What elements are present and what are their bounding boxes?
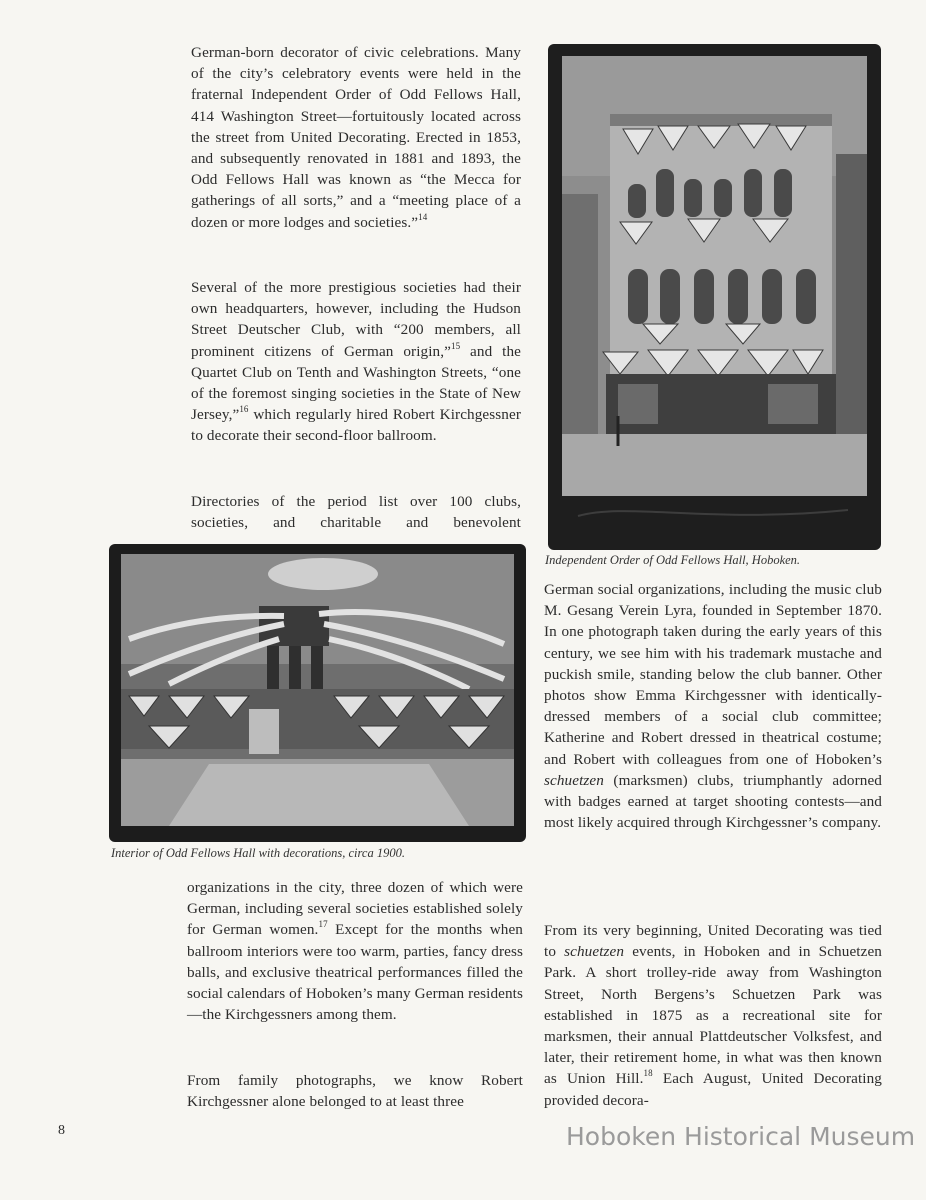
photo-odd-fellows-hall-interior [109, 544, 526, 842]
paragraph-schuetzen-park [544, 920, 882, 1111]
footnote-ref-15: 15 [450, 340, 461, 351]
page-number: 8 [58, 1123, 65, 1138]
paragraph-family-photographs: From family photographs, we know Robert Kirchgessner alone belonged to at least three [187, 1072, 523, 1111]
paragraph-odd-fellows-hall [191, 42, 521, 233]
watermark-museum: Hoboken Historical Museum [566, 1122, 916, 1151]
footnote-ref-14: 14 [418, 211, 428, 222]
paragraph-prestigious-societies [191, 277, 521, 447]
para-text: events, in Hoboken and in Schuetzen Park. A short trolley-ride away from Washington Street, North Bergens’s Schuetzen Park was established in 1875 as a recreational site for marksmen, their annual Plattdeutscher Volksfest, and later, their retirement home, in what was then known as Union Hill. [544, 943, 882, 1088]
para-text: German-born decorator of civic celebrations. Many of the city’s celebratory events were held in the fraternal Independent Order of Odd Fellows Hall, 414 Washington Street—fortuitously located across the street from United Decorating. Erected in 1853, and subsequently renovated in 1881 and 1893, the Odd Fellows Hall was known as “the Mecca for gatherings of all sorts,” and a “meeting place of a dozen or more lodges and societies.” [191, 44, 521, 231]
footnote-ref-18: 18 [643, 1068, 653, 1079]
para-text: German social organizations, including the music club M. Gesang Verein Lyra, founded in September 1870. In one photograph taken during the early years of this century, we see him with his trademark mustache and puckish smile, standing below the club banner. Other photos show Emma Kirchgessner with identically-dressed members of a social club committee; Katherine and Robert dressed in theatrical costume; and Robert with colleagues from one of Hoboken’s [544, 581, 882, 768]
paragraph-directories: Directories of the period list over 100 clubs, societies, and charitable and benevolent [191, 493, 521, 532]
para-text: Several of the more prestigious societies had their own headquarters, however, including the Hudson Street Deutscher Club, with “200 members, all prominent citizens of German origin,” [191, 279, 521, 360]
para-text: which regularly hired Robert Kirchgessner to decorate their second-floor ballroom. [191, 406, 521, 445]
term-schuetzen: schuetzen [564, 943, 625, 961]
caption-exterior: Independent Order of Odd Fellows Hall, Hoboken. [545, 553, 801, 567]
para-text: Each August, United Decorating provided decora- [544, 1070, 882, 1109]
caption-interior: Interior of Odd Fellows Hall with decorations, circa 1900. [111, 846, 405, 860]
para-text: Except for the months when ballroom interiors were too warm, parties, fancy dress balls, and exclusive theatrical performances filled the social calendars of Hoboken’s many German residents—the Kirchgessners among them. [187, 921, 523, 1024]
paragraph-organizations-city [187, 877, 523, 1025]
para-text: From its very beginning, United Decorating was tied to [544, 922, 882, 961]
paragraph-social-organizations [544, 579, 882, 833]
footnote-ref-17: 17 [318, 919, 328, 930]
term-schuetzen: schuetzen [544, 771, 604, 789]
para-text: and the Quartet Club on Tenth and Washington Streets, “one of the foremost singing societies in the State of New Jersey,” [191, 342, 521, 424]
photo-odd-fellows-hall-exterior [548, 44, 881, 550]
para-text: organizations in the city, three dozen of which were German, including several societies established solely for German women. [187, 879, 523, 939]
footnote-ref-16: 16 [239, 404, 249, 415]
para-text: (marksmen) clubs, triumphantly adorned with badges earned at target shooting contests—and most likely acquired through Kirchgessner’s company. [544, 771, 882, 832]
